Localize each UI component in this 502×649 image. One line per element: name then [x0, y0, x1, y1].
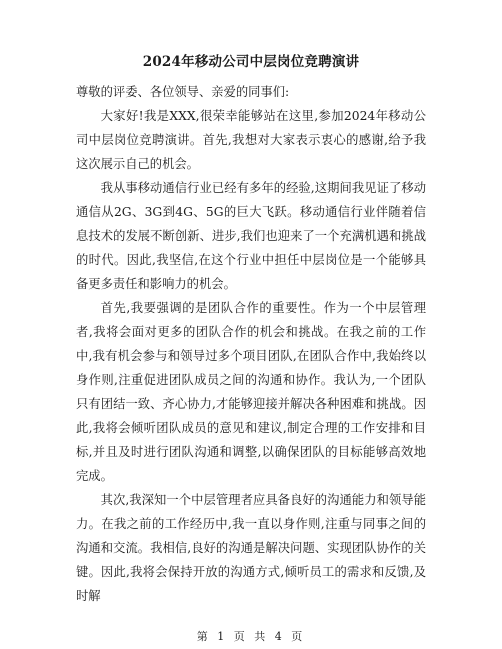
document-body — [76, 80, 426, 608]
paragraph-communication: 其次,我深知一个中层管理者应具备良好的沟通能力和领导能力。在我之前的工作经历中,我一直以身作则,注重与同事之间的沟通和交流。我相信,良好的沟通是解决问题、实现团队协作的关键。因此,我将会保持开放的沟通方式,倾听员工的需求和反馈,及时解 — [76, 493, 426, 603]
paragraph-teamwork: 首先,我要强调的是团队合作的重要性。作为一个中层管理者,我将会面对更多的团队合作的机会和挑战。在我之前的工作中,我有机会参与和领导过多个项目团队,在团队合作中,我始终以身作则,注重促进团队成员之间的沟通和协作。我认为,一个团队只有团结一致、齐心协力,才能够迎接并解决各种困难和挑战。因此,我将会倾听团队成员的意见和建议,制定合理的工作安排和目标,并且及时进行团队沟通和调整,以确保团队的目标能够高效地完成。 — [76, 301, 426, 483]
page-footer: 第 1 页 共 4 页 — [196, 630, 306, 643]
paragraph-intro: 大家好!我是XXX,很荣幸能够站在这里,参加2024年移动公司中层岗位竞聘演讲。首先,我想对大家表示衷心的感谢,给予我这次展示自己的机会。 — [76, 109, 426, 171]
salutation: 尊敬的评委、各位领导、亲爱的同事们: — [76, 85, 290, 99]
paragraph-experience: 我从事移动通信行业已经有多年的经验,这期间我见证了移动通信从2G、3G到4G、5G的巨大飞跃。移动通信行业伴随着信息技术的发展不断创新、进步,我们也迎来了一个充满机遇和挑战的时代。因此,我坚信,在这个行业中担任中层岗位是一个能够具备更多责任和影响力的机会。 — [76, 181, 426, 291]
document-title: 2024年移动公司中层岗位竞聘演讲 — [142, 54, 360, 70]
